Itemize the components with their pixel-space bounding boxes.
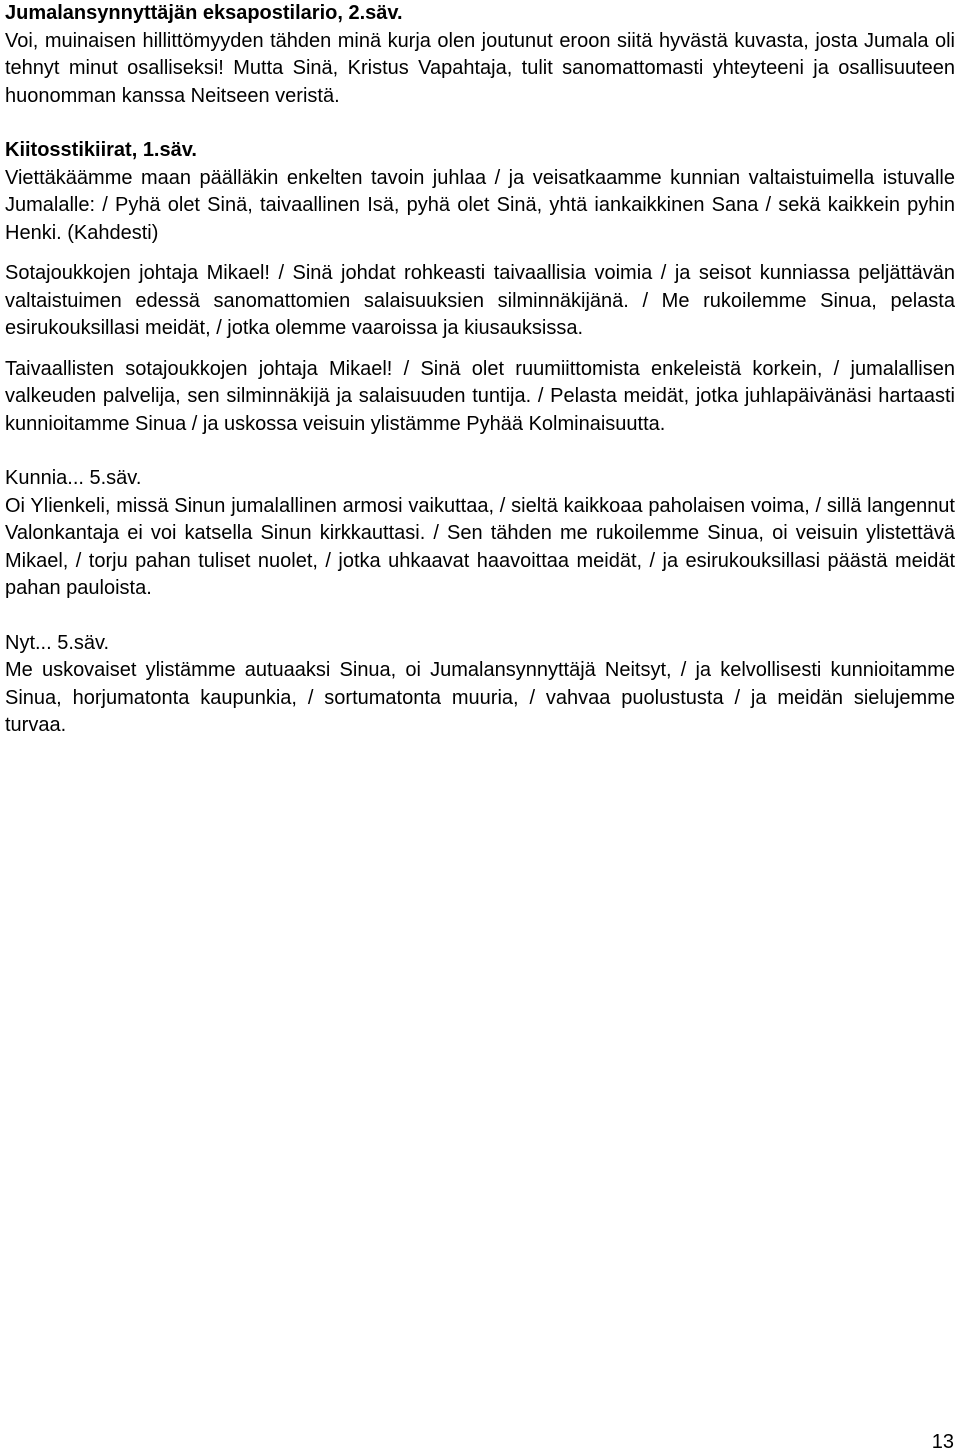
document-page xyxy=(5,0,955,740)
page-number: 13 xyxy=(931,1431,954,1453)
section-sotajoukkojen-johtaja xyxy=(5,260,955,343)
spacer xyxy=(5,343,955,356)
section-eksapostilario xyxy=(5,0,955,110)
section-nyt xyxy=(5,630,955,740)
spacer xyxy=(5,438,955,465)
section-text: Voi, muinaisen hillittömyyden tähden minä kurja olen joutunut eroon siitä hyvästä kuvasta, josta Jumala oli tehnyt minut osalliseksi! Mutta Sinä, Kristus Vapahtaja, tulit sanomattomasti yhteyteeni ja osallisuuteen huonomman kanssa Neitseen veristä. xyxy=(5,29,955,107)
section-taivaallisten-sotajoukkojen xyxy=(5,356,955,439)
section-text: Me uskovaiset ylistämme autuaaksi Sinua, oi Jumalansynnyttäjä Neitsyt, / ja kelvollisesti kunnioitamme Sinua, horjumatonta kaupunkia, / sortumatonta muuria, / vahvaa puolustusta / ja meidän sielujemme turvaa. xyxy=(5,659,955,736)
spacer xyxy=(5,603,955,630)
section-label: Nyt... 5.säv. xyxy=(5,631,110,654)
section-text: Sotajoukkojen johtaja Mikael! / Sinä johdat rohkeasti taivaallisia voimia / ja seisot kunniassa peljättävän valtaistuimen edessä sanomattomien salaisuuksien silminnäkijänä. / Me rukoilemme Sinua, pelasta esirukouksillasi meidät, / jotka olemme vaaroissa ja kiusauksissa. xyxy=(5,262,955,339)
section-text: Oi Ylienkeli, missä Sinun jumalallinen armosi vaikuttaa, / sieltä kaikkoaa paholaisen voima, / sillä langennut Valonkantaja ei voi katsella Sinun kirkkauttasi. / Sen tähden me rukoilemme Sinua, oi veisuin ylistettävä Mikael, / torju pahan tuliset nuolet, / jotka uhkaavat haavoittaa meidät, / ja esirukouksillasi päästä meidät pahan pauloista. xyxy=(5,494,955,599)
spacer xyxy=(5,110,955,137)
section-kunnia xyxy=(5,465,955,603)
section-kiitosstikiirat xyxy=(5,137,955,247)
section-heading: Jumalansynnyttäjän eksapostilario, 2.säv. xyxy=(5,2,403,24)
spacer xyxy=(5,247,955,260)
section-text: Taivaallisten sotajoukkojen johtaja Mikael! / Sinä olet ruumiittomista enkeleistä korkein, / jumalallisen valkeuden palvelija, sen silminnäkijä ja salaisuuden tuntija. / Pelasta meidät, jotka juhlapäivänäsi hartaasti kunnioitamme Sinua / ja uskossa veisuin ylistämme Pyhää Kolminaisuutta. xyxy=(5,357,955,435)
section-label: Kunnia... 5.säv. xyxy=(5,467,142,489)
section-heading: Kiitosstikiirat, 1.säv. xyxy=(5,139,197,161)
section-text: Viettäkäämme maan päälläkin enkelten tavoin juhlaa / ja veisatkaamme kunnian valtaistuimella istuvalle Jumalalle: / Pyhä olet Sinä, taivaallinen Isä, pyhä olet Sinä, yhtä iankaikkinen Sana / sekä kaikkein pyhin Henki. (Kahdesti) xyxy=(5,166,955,244)
